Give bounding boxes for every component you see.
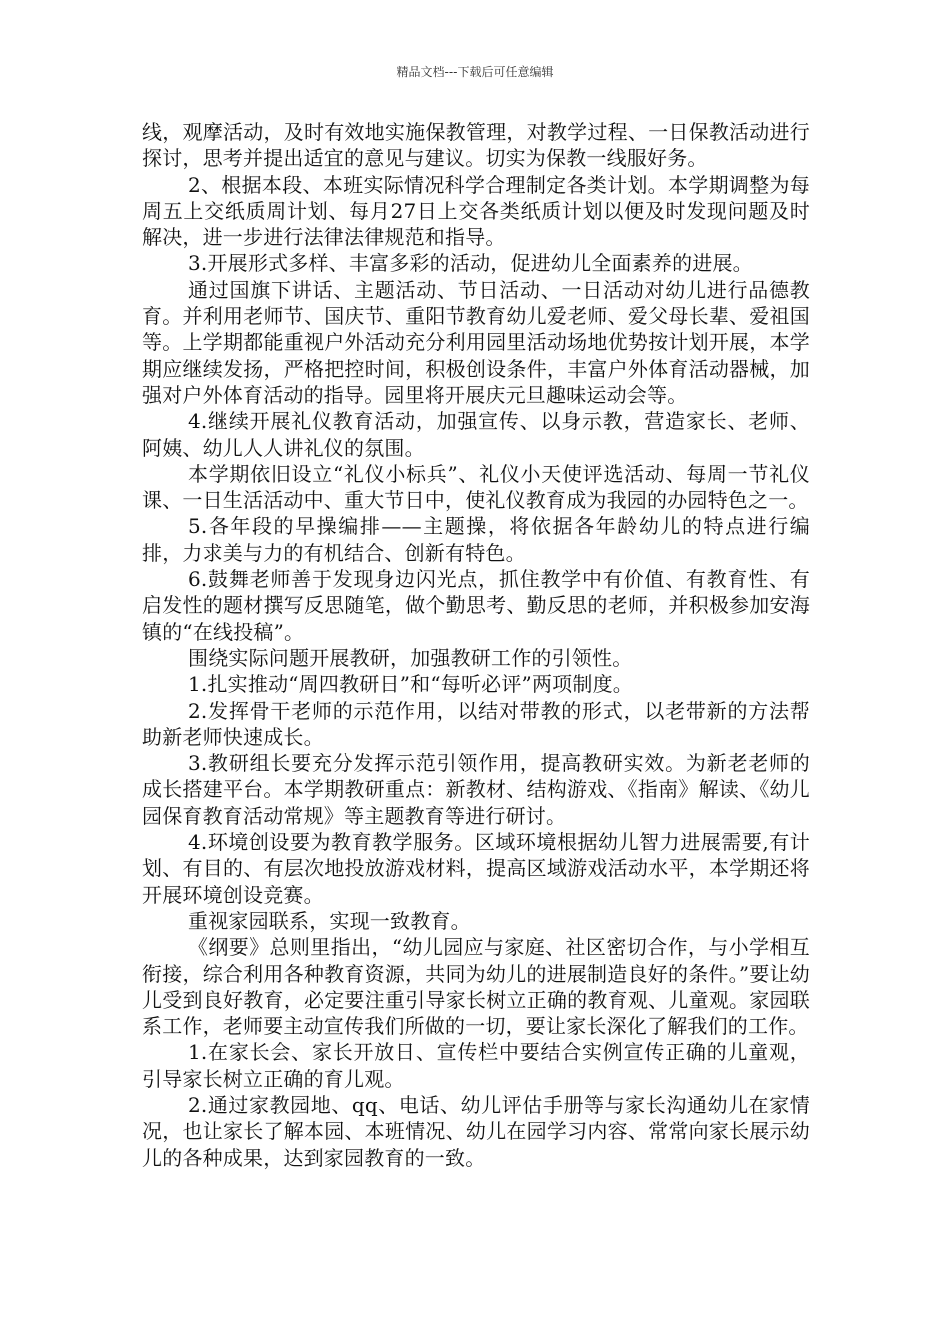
paragraph-17: 2.通过家教园地、qq、电话、幼儿评估手册等与家长沟通幼儿在家情况，也让家长了解本园、本班情况、幼儿在园学习内容、常常向家长展示幼儿的各种成果，达到家园教育的一致。 (142, 1092, 810, 1170)
paragraph-6: 本学期依旧设立“礼仪小标兵”、礼仪小天使评选活动、每周一节礼仪课、一日生活活动中、重大节日中，使礼仪教育成为我园的办园特色之一。 (142, 461, 810, 513)
paragraph-5: 4.继续开展礼仪教育活动，加强宣传、以身示教，营造家长、老师、阿姨、幼儿人人讲礼仪的氛围。 (142, 409, 810, 460)
paragraph-11: 2.发挥骨干老师的示范作用，以结对带教的形式，以老带新的方法帮助新老师快速成长。 (142, 698, 810, 749)
paragraph-15: 《纲要》总则里指出，“幼儿园应与家庭、社区密切合作，与小学相互衔接，综合利用各种教育资源，共同为幼儿的进展制造良好的条件。”要让幼儿受到良好教育，必定要注重引导家长树立正确的教育观、儿童观。家园联系工作，老师要主动宣传我们所做的一切，要让家长深化了解我们的工作。 (142, 935, 810, 1039)
paragraph-10: 1.扎实推动“周四教研日”和“每听必评”两项制度。 (188, 672, 633, 697)
paragraph-1: 线，观摩活动，及时有效地实施保教管理，对教学过程、一日保教活动进行探讨，思考并提出适宜的意见与建议。切实为保教一线服好务。 (142, 120, 810, 171)
paragraph-7: 5.各年段的早操编排——主题操，将依据各年龄幼儿的特点进行编排，力求美与力的有机结合、创新有特色。 (142, 514, 810, 565)
paragraph-14: 重视家园联系，实现一致教育。 (188, 908, 471, 933)
paragraph-2: 2、根据本段、本班实际情况科学合理制定各类计划。本学期调整为每周五上交纸质周计划、每月27日上交各类纸质计划以便及时发现问题及时解决，进一步进行法律法律规范和指导。 (142, 172, 810, 250)
paragraph-4: 通过国旗下讲话、主题活动、节日活动、一日活动对幼儿进行品德教育。并利用老师节、国庆节、重阳节教育幼儿爱老师、爱父母长辈、爱祖国等。上学期都能重视户外活动充分利用园里活动场地优势按计划开展，本学期应继续发扬，严格把控时间，积极创设条件，丰富户外体育活动器械，加强对户外体育活动的指导。园里将开展庆元旦趣味运动会等。 (142, 277, 810, 407)
paragraph-9: 围绕实际问题开展教研，加强教研工作的引领性。 (188, 645, 633, 670)
page-header: 精品文档---下载后可任意编辑 (396, 65, 554, 79)
paragraph-12: 3.教研组长要充分发挥示范引领作用，提高教研实效。为新老老师的成长搭建平台。本学期教研重点：新教材、结构游戏、《指南》解读、《幼儿园保育教育活动常规》等主题教育等进行研讨。 (142, 751, 810, 828)
paragraph-16: 1.在家长会、家长开放日、宣传栏中要结合实例宣传正确的儿童观，引导家长树立正确的育儿观。 (142, 1040, 810, 1091)
document-body (142, 119, 810, 1171)
paragraph-3: 3.开展形式多样、丰富多彩的活动，促进幼儿全面素养的进展。 (188, 251, 753, 276)
paragraph-8: 6.鼓舞老师善于发现身边闪光点，抓住教学中有价值、有教育性、有启发性的题材撰写反思随笔，做个勤思考、勤反思的老师，并积极参加安海镇的“在线投稿”。 (142, 567, 810, 644)
paragraph-13: 4.环境创设要为教育教学服务。区域环境根据幼儿智力进展需要,有计划、有目的、有层次地投放游戏材料，提高区域游戏活动水平，本学期还将开展环境创设竞赛。 (142, 830, 810, 907)
